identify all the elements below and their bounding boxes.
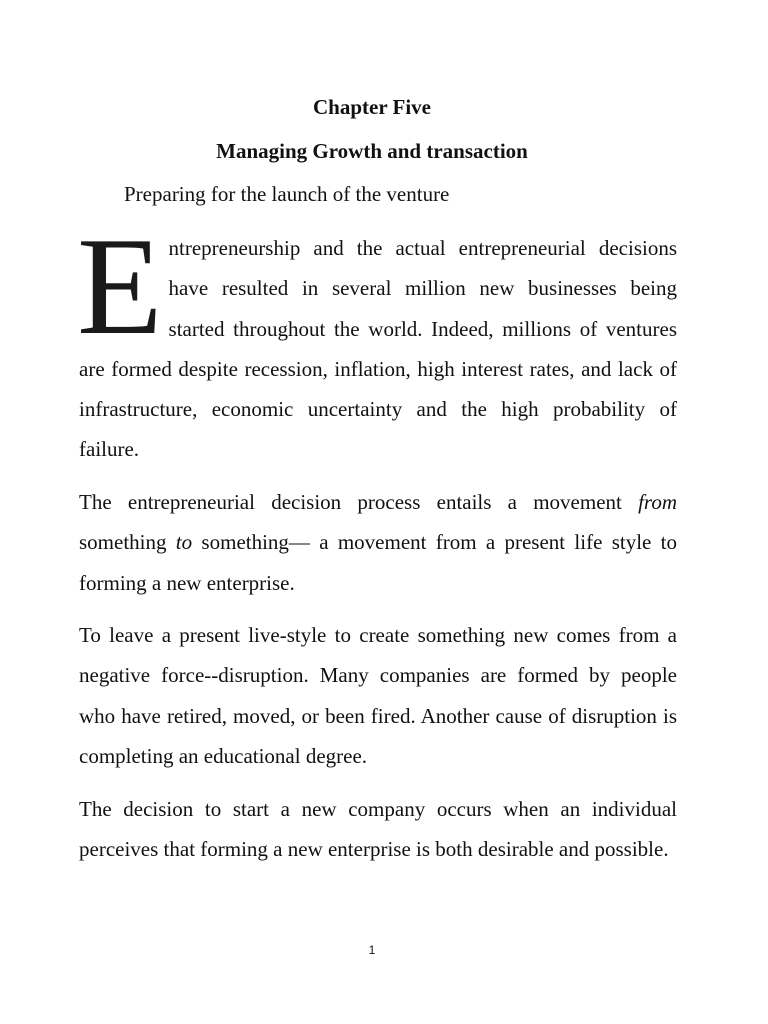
chapter-label: Chapter Five bbox=[312, 95, 431, 119]
paragraph-decision-to-start: The decision to start a new company occurs when an individual perceives that forming a new enterprise is both desirable and possible. bbox=[79, 797, 677, 862]
page-number: 1 bbox=[368, 943, 376, 957]
drop-cap-letter: E bbox=[77, 209, 163, 364]
paragraph-decision-process-part1: The entrepreneurial decision process entails a movement bbox=[79, 490, 639, 514]
section-heading: Preparing for the launch of the venture bbox=[124, 182, 450, 206]
paragraph-decision-process-italic-from: from bbox=[638, 490, 677, 514]
paragraph-intro bbox=[77, 209, 677, 470]
paragraph-disruption: To leave a present live-style to create something new comes from a negative force--disruption. Many companies are formed by people who have retired, moved, or been fired. Another cause of disruption is completing an educational degree. bbox=[79, 623, 677, 768]
paragraph-decision-process-part3: something— a movement from a present life style to forming a new enterprise. bbox=[79, 530, 677, 595]
paragraph-decision-process-part2: something bbox=[79, 530, 176, 555]
paragraph-intro-text: ntrepreneurship and the actual entrepreneurial decisions have resulted in several million new businesses being started throughout the world. Indeed, millions of ventures are formed despite recession, inflation, high interest rates, and lack of infrastructure, economic uncertainty and the high probability of failure. bbox=[79, 236, 677, 462]
chapter-title: Managing Growth and transaction bbox=[216, 139, 528, 163]
paragraph-decision-process bbox=[79, 482, 677, 603]
paragraph-decision-process-italic-to: to bbox=[175, 530, 193, 555]
